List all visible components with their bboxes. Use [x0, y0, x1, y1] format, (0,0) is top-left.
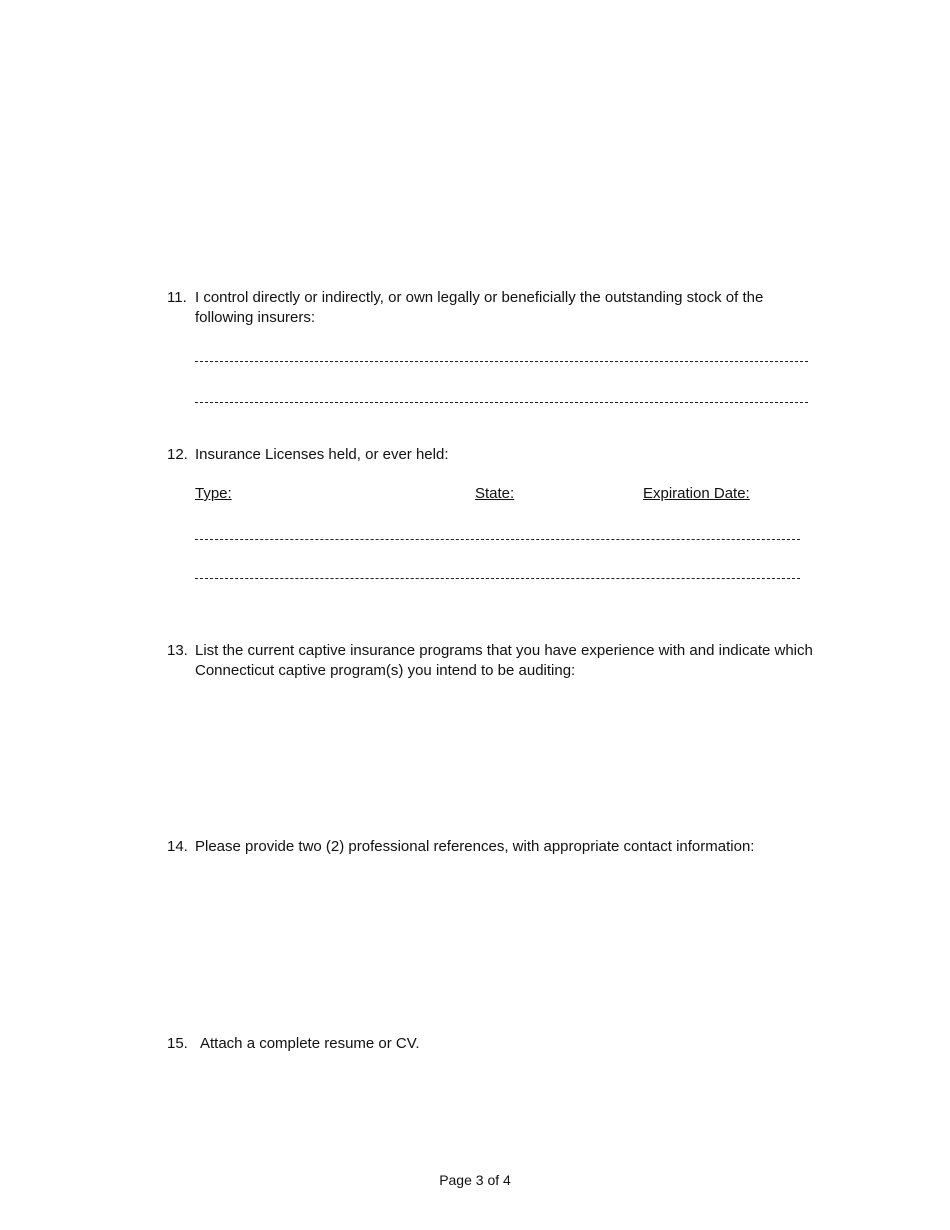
page-number: Page 3 of 4 [439, 1172, 511, 1188]
question-text: Attach a complete resume or CV. [200, 1035, 420, 1052]
answer-line[interactable] [195, 539, 800, 540]
question-text: List the current captive insurance programs that you have experience with and indicate which Connecticut captive program(s) you intend to be auditing: [195, 642, 813, 679]
question-number: 13. [167, 642, 188, 659]
column-header-state: State: [475, 485, 515, 502]
answer-line[interactable] [195, 402, 808, 403]
answer-line[interactable] [195, 578, 800, 579]
column-header-type: Type: [195, 485, 232, 502]
column-header-expiration-date: Expiration Date: [643, 485, 750, 502]
question-text: I control directly or indirectly, or own legally or beneficially the outstanding stock of the following insurers: [195, 289, 764, 326]
question-number: 11. [167, 289, 187, 306]
question-number: 14. [167, 838, 188, 855]
question-number: 15. [167, 1035, 188, 1052]
question-number: 12. [167, 446, 188, 463]
question-text: Insurance Licenses held, or ever held: [195, 446, 449, 463]
answer-line[interactable] [195, 361, 808, 362]
question-text: Please provide two (2) professional references, with appropriate contact information: [195, 838, 755, 855]
